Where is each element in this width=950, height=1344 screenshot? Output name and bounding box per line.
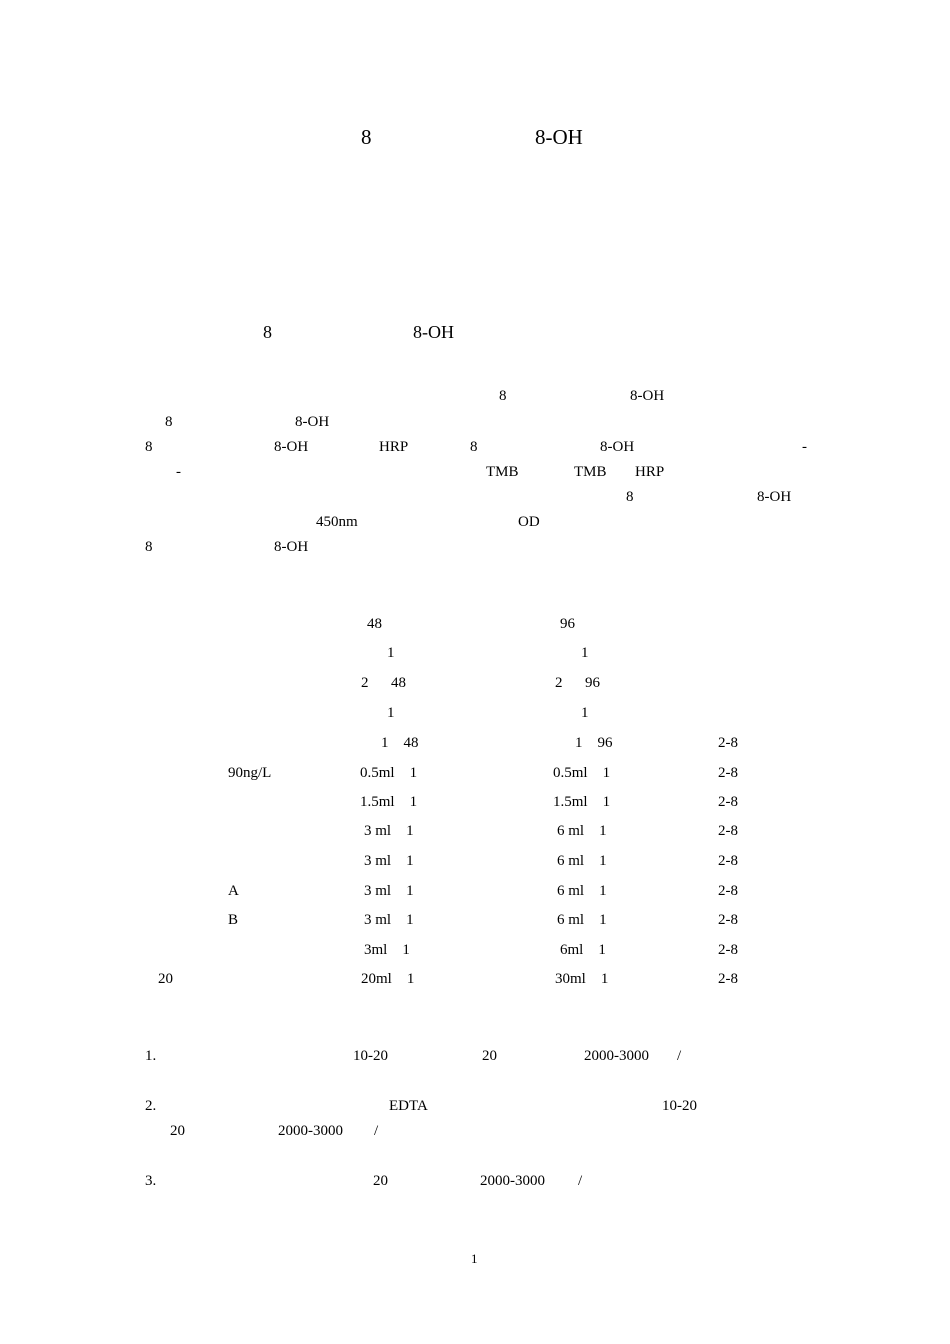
table-cell-96: 6 ml 1 xyxy=(557,883,607,899)
table-cell-96: 1.5ml 1 xyxy=(553,794,611,810)
note-text: 20 xyxy=(482,1048,497,1064)
subtitle-part-1: 8 xyxy=(263,322,272,342)
intro-text: 8 xyxy=(145,539,153,555)
note-text: / xyxy=(374,1123,379,1139)
note-text: EDTA xyxy=(389,1098,428,1114)
table-header-48: 48 xyxy=(367,616,382,632)
intro-text: TMB xyxy=(574,464,607,480)
intro-text: 8-OH xyxy=(295,414,330,430)
note-text: 10-20 xyxy=(353,1048,388,1064)
intro-text: 8 xyxy=(165,414,173,430)
note-number: 2. xyxy=(145,1098,157,1114)
table-cell-48: 1 xyxy=(387,705,395,721)
intro-text: 8-OH xyxy=(274,539,309,555)
table-cell-48: 2 48 xyxy=(361,675,406,691)
table-cell-component: B xyxy=(228,912,239,928)
table-cell-48: 1.5ml 1 xyxy=(360,794,418,810)
table-cell-storage: 2-8 xyxy=(718,883,738,899)
note-text: 2000-3000 xyxy=(584,1048,649,1064)
table-cell-96: 1 96 xyxy=(575,735,613,751)
table-header-96: 96 xyxy=(560,616,575,632)
table-cell-48: 3 ml 1 xyxy=(364,912,414,928)
page-number: 1 xyxy=(471,1251,478,1266)
intro-text: - xyxy=(176,464,181,480)
table-cell-48: 1 48 xyxy=(381,735,419,751)
note-text: 2000-3000 xyxy=(278,1123,343,1139)
table-cell-96: 6 ml 1 xyxy=(557,853,607,869)
table-cell-storage: 2-8 xyxy=(718,735,738,751)
table-cell-48: 3 ml 1 xyxy=(364,883,414,899)
table-cell-component: 20 xyxy=(158,971,173,987)
table-cell-48: 3ml 1 xyxy=(364,942,410,958)
table-cell-48: 1 xyxy=(387,645,395,661)
note-text: 20 xyxy=(373,1173,388,1189)
intro-text: 8 xyxy=(499,388,507,404)
intro-text: 8-OH xyxy=(274,439,309,455)
intro-text: OD xyxy=(518,514,540,530)
table-cell-96: 1 xyxy=(581,645,589,661)
table-cell-96: 30ml 1 xyxy=(555,971,609,987)
intro-text: 450nm xyxy=(316,514,358,530)
table-cell-storage: 2-8 xyxy=(718,912,738,928)
title-part-1: 8 xyxy=(361,125,372,149)
intro-text: 8 xyxy=(470,439,478,455)
note-text: / xyxy=(578,1173,583,1189)
note-number: 3. xyxy=(145,1173,157,1189)
intro-text: 8-OH xyxy=(757,489,792,505)
table-cell-component: 90ng/L xyxy=(228,765,272,781)
title-part-2: 8-OH xyxy=(535,125,583,149)
intro-text: HRP xyxy=(635,464,665,480)
intro-text: TMB xyxy=(486,464,519,480)
note-text: 20 xyxy=(170,1123,185,1139)
intro-text: 8-OH xyxy=(600,439,635,455)
note-text: 2000-3000 xyxy=(480,1173,545,1189)
table-cell-96: 6ml 1 xyxy=(560,942,606,958)
table-cell-96: 6 ml 1 xyxy=(557,823,607,839)
table-cell-storage: 2-8 xyxy=(718,971,738,987)
note-text: 10-20 xyxy=(662,1098,697,1114)
subtitle-part-2: 8-OH xyxy=(413,322,454,342)
table-cell-48: 20ml 1 xyxy=(361,971,415,987)
table-cell-96: 6 ml 1 xyxy=(557,912,607,928)
intro-text: HRP xyxy=(379,439,409,455)
table-cell-storage: 2-8 xyxy=(718,794,738,810)
table-cell-96: 0.5ml 1 xyxy=(553,765,611,781)
table-cell-storage: 2-8 xyxy=(718,765,738,781)
table-cell-96: 1 xyxy=(581,705,589,721)
intro-text: - xyxy=(802,439,807,455)
table-cell-96: 2 96 xyxy=(555,675,600,691)
intro-text: 8 xyxy=(626,489,634,505)
intro-text: 8 xyxy=(145,439,153,455)
note-text: / xyxy=(677,1048,682,1064)
table-cell-component: A xyxy=(228,883,239,899)
note-number: 1. xyxy=(145,1048,157,1064)
table-cell-storage: 2-8 xyxy=(718,853,738,869)
table-cell-storage: 2-8 xyxy=(718,942,738,958)
table-cell-48: 0.5ml 1 xyxy=(360,765,418,781)
table-cell-48: 3 ml 1 xyxy=(364,853,414,869)
table-cell-storage: 2-8 xyxy=(718,823,738,839)
table-cell-48: 3 ml 1 xyxy=(364,823,414,839)
intro-text: 8-OH xyxy=(630,388,665,404)
